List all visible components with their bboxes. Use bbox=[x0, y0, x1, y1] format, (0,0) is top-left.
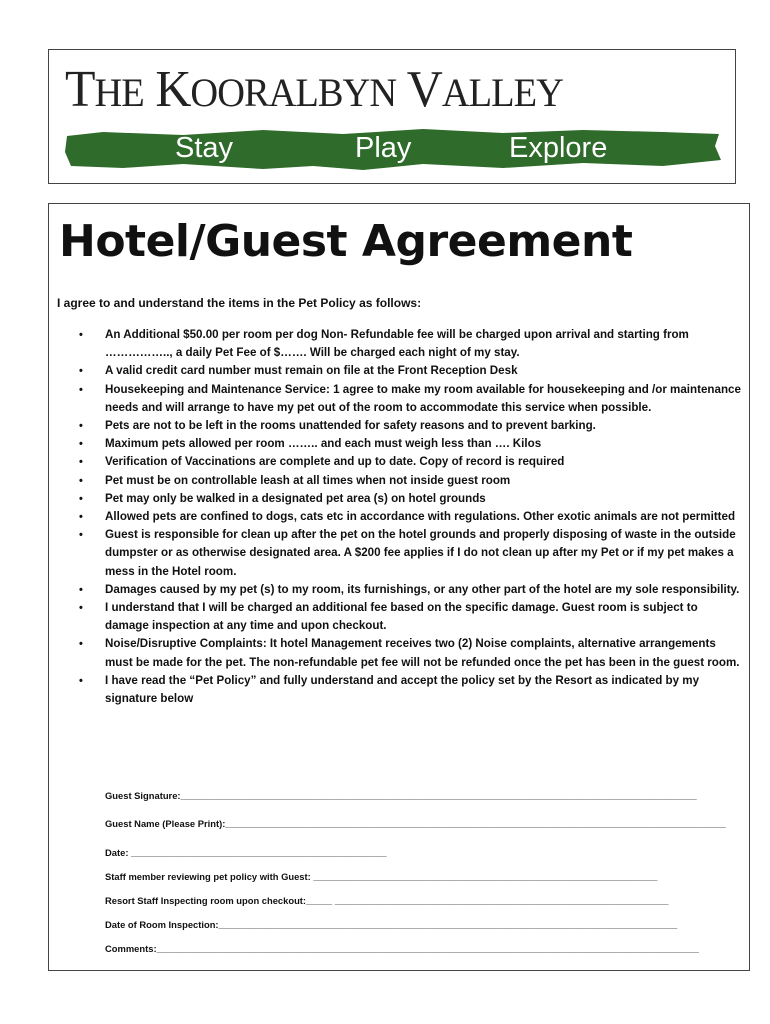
bullet-icon: • bbox=[79, 511, 83, 524]
bullet-icon: • bbox=[79, 365, 83, 378]
policy-item bbox=[79, 362, 741, 380]
bullet-icon: • bbox=[79, 492, 83, 505]
policy-item-text: Allowed pets are confined to dogs, cats etc in accordance with regulations. Other exotic animals are not permitted bbox=[105, 510, 736, 524]
policy-item-text: Damages caused by my pet (s) to my room, its furnishings, or any other part of the hotel are my sole responsibility. bbox=[105, 582, 740, 596]
logo-word-he: HE bbox=[94, 70, 144, 115]
tagline-explore: Explore bbox=[509, 132, 608, 164]
bullet-icon: • bbox=[79, 474, 83, 487]
logo-box bbox=[48, 49, 736, 184]
policy-item bbox=[79, 508, 741, 526]
policy-list bbox=[79, 326, 741, 708]
page-title: Hotel/Guest Agreement bbox=[59, 216, 633, 267]
inspection-date-field[interactable]: Date of Room Inspection:________________________________________________________________________________________ bbox=[105, 919, 678, 930]
policy-item-text: Verification of Vaccinations are complete and up to date. Copy of record is required bbox=[105, 455, 565, 469]
bullet-icon: • bbox=[79, 438, 83, 451]
policy-item-text: Maximum pets allowed per room …….. and each must weigh less than …. Kilos bbox=[105, 437, 542, 451]
policy-item-text: Guest is responsible for clean up after the pet on the hotel grounds and properly disposing of waste in the outside dumpster or as otherwise designated area. A $200 fee applies if I do not clean up after my Pet or if my pet makes a mess in the Hotel room. bbox=[105, 528, 736, 578]
policy-item bbox=[79, 581, 741, 599]
agreement-box bbox=[48, 203, 750, 971]
guest-signature-field[interactable]: Guest Signature:___________________________________________________________________________________________________ bbox=[105, 790, 697, 801]
policy-item-text: Noise/Disruptive Complaints: It hotel Management receives two (2) Noise complaints, alternative arrangements must be made for the pet. The non-refundable pet fee will not be refunded once the pet has been in the guest room. bbox=[105, 637, 740, 669]
bullet-icon: • bbox=[79, 583, 83, 596]
bullet-icon: • bbox=[79, 420, 83, 433]
policy-item-text: Pet must be on controllable leash at all times when not inside guest room bbox=[105, 473, 511, 487]
logo-tagline bbox=[63, 128, 723, 168]
policy-item bbox=[79, 526, 741, 581]
policy-item bbox=[79, 490, 741, 508]
bullet-icon: • bbox=[79, 638, 83, 651]
bullet-icon: • bbox=[79, 383, 83, 396]
bullet-icon: • bbox=[79, 602, 83, 615]
resort-logo-title bbox=[65, 62, 699, 121]
tagline-play: Play bbox=[355, 132, 412, 164]
bullet-icon: • bbox=[79, 329, 83, 341]
date-field[interactable]: Date: _________________________________________________ bbox=[105, 847, 387, 858]
policy-item-text: I understand that I will be charged an additional fee based on the specific damage. Guest room is subject to damage inspection at any time and upon checkout. bbox=[105, 601, 698, 633]
policy-item-text: Pets are not to be left in the rooms unattended for safety reasons and to prevent barking. bbox=[105, 419, 596, 433]
logo-letter-k: K bbox=[155, 61, 191, 118]
policy-item-text: Pet may only be walked in a designated pet area (s) on hotel grounds bbox=[105, 491, 486, 505]
policy-item bbox=[79, 381, 741, 417]
intro-text: I agree to and understand the items in the Pet Policy as follows: bbox=[57, 296, 422, 310]
logo-letter-v: V bbox=[406, 61, 442, 118]
tagline-stay: Stay bbox=[175, 132, 234, 164]
policy-item-text: Housekeeping and Maintenance Service: 1 agree to make my room available for housekeeping and /or maintenance needs and will arrange to have my pet out of the room to accommodate this service when possible. bbox=[105, 382, 741, 414]
bullet-icon: • bbox=[79, 674, 83, 687]
comments-field[interactable]: Comments:________________________________________________________________________________________________________ bbox=[105, 943, 699, 954]
checkout-inspector-field[interactable]: Resort Staff Inspecting room upon checkout:_____ ________________________________________________________________ bbox=[105, 895, 669, 906]
policy-item bbox=[79, 635, 741, 671]
policy-item bbox=[79, 599, 741, 635]
bullet-icon: • bbox=[79, 529, 83, 542]
policy-item-text: I have read the “Pet Policy” and fully understand and accept the policy set by the Resort as indicated by my signature below bbox=[105, 673, 700, 706]
policy-item bbox=[79, 672, 741, 708]
staff-reviewer-field[interactable]: Staff member reviewing pet policy with Guest: __________________________________________________________________ bbox=[105, 871, 658, 882]
policy-item bbox=[79, 417, 741, 435]
policy-item-text: A valid credit card number must remain on file at the Front Reception Desk bbox=[105, 364, 518, 378]
policy-item bbox=[79, 453, 741, 471]
bullet-icon: • bbox=[79, 456, 83, 469]
logo-word-alley: ALLEY bbox=[441, 70, 563, 115]
guest-name-field[interactable]: Guest Name (Please Print):________________________________________________________________________________________________ bbox=[105, 818, 726, 829]
policy-item bbox=[79, 472, 741, 490]
logo-letter-t: T bbox=[65, 61, 95, 118]
policy-item bbox=[79, 326, 741, 362]
logo-word-ooralbyn: OORALBYN bbox=[190, 70, 397, 115]
policy-item bbox=[79, 435, 741, 453]
policy-item-text: An Additional $50.00 per room per dog Non- Refundable fee will be charged upon arrival and starting from …………….., a daily Pet Fee of $……. Will be charged each night of my stay. bbox=[105, 328, 689, 360]
